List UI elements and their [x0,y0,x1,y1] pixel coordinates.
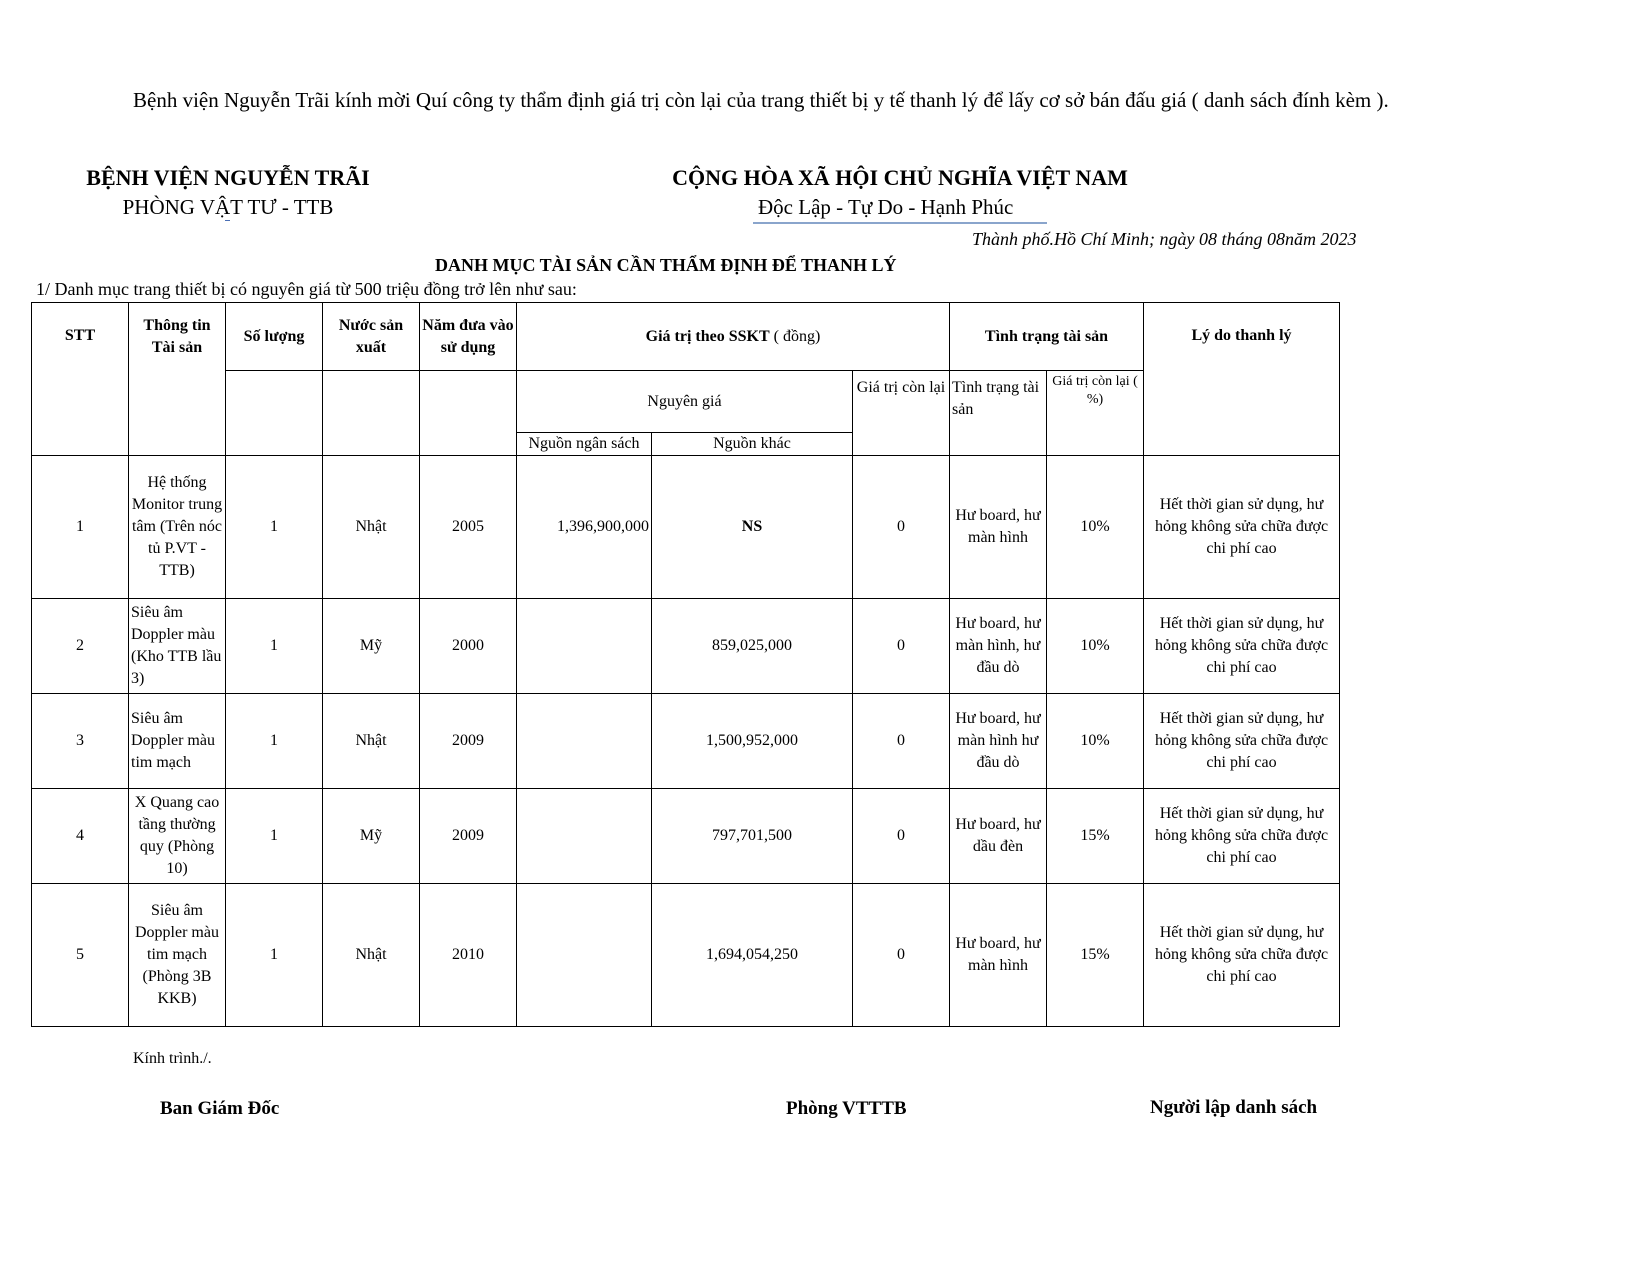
cell-asset: Siêu âm Doppler màu tim mạch [129,694,226,789]
cell-country: Mỹ [323,789,420,884]
cell-stt: 5 [32,884,129,1027]
cell-reason: Hết thời gian sử dụng, hư hỏng không sửa chữa được chi phí cao [1144,694,1340,789]
header-value-group [517,303,950,371]
closing-remark: Kính trình./. [133,1050,212,1067]
cell-asset: Hệ thống Monitor trung tâm (Trên nóc tủ P.VT - TTB) [129,456,226,599]
cell-budget-source [517,599,652,694]
signature-board: Ban Giám Đốc [160,1098,280,1119]
cell-budget-source [517,694,652,789]
cell-remaining-value: 0 [853,789,950,884]
cell-quantity: 1 [226,456,323,599]
cell-condition: Hư board, hư dầu đèn [950,789,1047,884]
header-quantity: Số lượng [226,303,323,371]
header-row-2 [32,371,1340,433]
header-other-source: Nguồn khác [652,433,853,456]
cell-country: Nhật [323,456,420,599]
header-reason: Lý do thanh lý [1144,303,1340,456]
cell-other-source: 797,701,500 [652,789,853,884]
header-year: Năm đưa vào sử dụng [420,303,517,371]
cell-year: 2000 [420,599,517,694]
table-row [32,789,1340,884]
cell-remaining-value: 0 [853,694,950,789]
cell-country: Nhật [323,694,420,789]
cell-stt: 2 [32,599,129,694]
cell-budget-source [517,789,652,884]
header-condition: Tình trạng tài sản [950,371,1047,456]
cell-condition: Hư board, hư màn hình, hư đầu dò [950,599,1047,694]
table-row [32,694,1340,789]
cell-stt: 1 [32,456,129,599]
cell-quantity: 1 [226,694,323,789]
header-stt: STT [32,303,129,456]
header-quantity-blank [226,371,323,456]
header-country: Nước sản xuất [323,303,420,371]
cell-reason: Hết thời gian sử dụng, hư hỏng không sửa chữa được chi phí cao [1144,789,1340,884]
cell-remaining-percent: 15% [1047,789,1144,884]
cell-country: Mỹ [323,599,420,694]
cell-remaining-value: 0 [853,884,950,1027]
header-asset-info: Thông tin Tài sản [129,303,226,456]
motto-underline [753,222,1047,224]
cell-asset: Siêu âm Doppler màu (Kho TTB lầu 3) [129,599,226,694]
header-budget-source: Nguồn ngân sách [517,433,652,456]
cell-quantity: 1 [226,599,323,694]
cell-remaining-percent: 15% [1047,884,1144,1027]
cell-stt: 3 [32,694,129,789]
organization-name: BỆNH VIỆN NGUYỄN TRÃI [86,165,370,190]
list-title: DANH MỤC TÀI SẢN CẦN THẨM ĐỊNH ĐỂ THANH LÝ [435,255,897,275]
cell-quantity: 1 [226,789,323,884]
cell-year: 2005 [420,456,517,599]
nation-title: CỘNG HÒA XÃ HỘI CHỦ NGHĨA VIỆT NAM [672,165,1128,190]
cell-remaining-value: 0 [853,599,950,694]
cell-budget-source: 1,396,900,000 [517,456,652,599]
cell-quantity: 1 [226,884,323,1027]
department-underline-mark [225,220,230,221]
header-original-price: Nguyên giá [517,371,853,433]
national-motto: Độc Lập - Tự Do - Hạnh Phúc [758,195,1014,219]
header-remaining-value: Giá trị còn lại [853,371,950,456]
cell-condition: Hư board, hư màn hình [950,884,1047,1027]
organization-department: PHÒNG VẬT TƯ - TTB [122,195,334,219]
cell-remaining-value: 0 [853,456,950,599]
cell-asset: X Quang cao tầng thường quy (Phòng 10) [129,789,226,884]
place-date: Thành phố.Hồ Chí Minh; ngày 08 tháng 08năm 2023 [972,229,1357,249]
cell-condition: Hư board, hư màn hình [950,456,1047,599]
cell-country: Nhật [323,884,420,1027]
table-row [32,599,1340,694]
cell-other-source: 1,694,054,250 [652,884,853,1027]
cell-stt: 4 [32,789,129,884]
intro-paragraph: Bệnh viện Nguyễn Trãi kính mời Quí công ty thẩm định giá trị còn lại của trang thiết bị y tế thanh lý để lấy cơ sở bán đấu giá ( danh sách đính kèm ). [133,88,1389,112]
cell-condition: Hư board, hư màn hình hư đầu dò [950,694,1047,789]
header-country-blank [323,371,420,456]
cell-year: 2010 [420,884,517,1027]
header-value-group-unit: ( đồng) [769,327,821,345]
cell-reason: Hết thời gian sử dụng, hư hỏng không sửa chữa được chi phí cao [1144,884,1340,1027]
cell-reason: Hết thời gian sử dụng, hư hỏng không sửa chữa được chi phí cao [1144,599,1340,694]
cell-reason: Hết thời gian sử dụng, hư hỏng không sửa chữa được chi phí cao [1144,456,1340,599]
cell-asset: Siêu âm Doppler màu tim mạch (Phòng 3B KKB) [129,884,226,1027]
cell-other-source: 1,500,952,000 [652,694,853,789]
cell-year: 2009 [420,789,517,884]
header-condition-group: Tình trạng tài sản [950,303,1144,371]
header-row-1 [32,303,1340,371]
table-row [32,884,1340,1027]
cell-remaining-percent: 10% [1047,599,1144,694]
header-remaining-percent: Giá trị còn lại ( %) [1047,371,1144,456]
cell-other-source: NS [652,456,853,599]
cell-other-source: 859,025,000 [652,599,853,694]
signature-department: Phòng VTTTB [786,1098,907,1119]
cell-remaining-percent: 10% [1047,456,1144,599]
section-title: 1/ Danh mục trang thiết bị có nguyên giá từ 500 triệu đồng trở lên như sau: [36,279,577,299]
signature-preparer: Người lập danh sách [1150,1097,1318,1118]
cell-budget-source [517,884,652,1027]
assets-table [31,302,1340,1027]
cell-remaining-percent: 10% [1047,694,1144,789]
cell-year: 2009 [420,694,517,789]
header-value-group-label: Giá trị theo SSKT [645,327,770,345]
table-row [32,456,1340,599]
header-year-blank [420,371,517,456]
